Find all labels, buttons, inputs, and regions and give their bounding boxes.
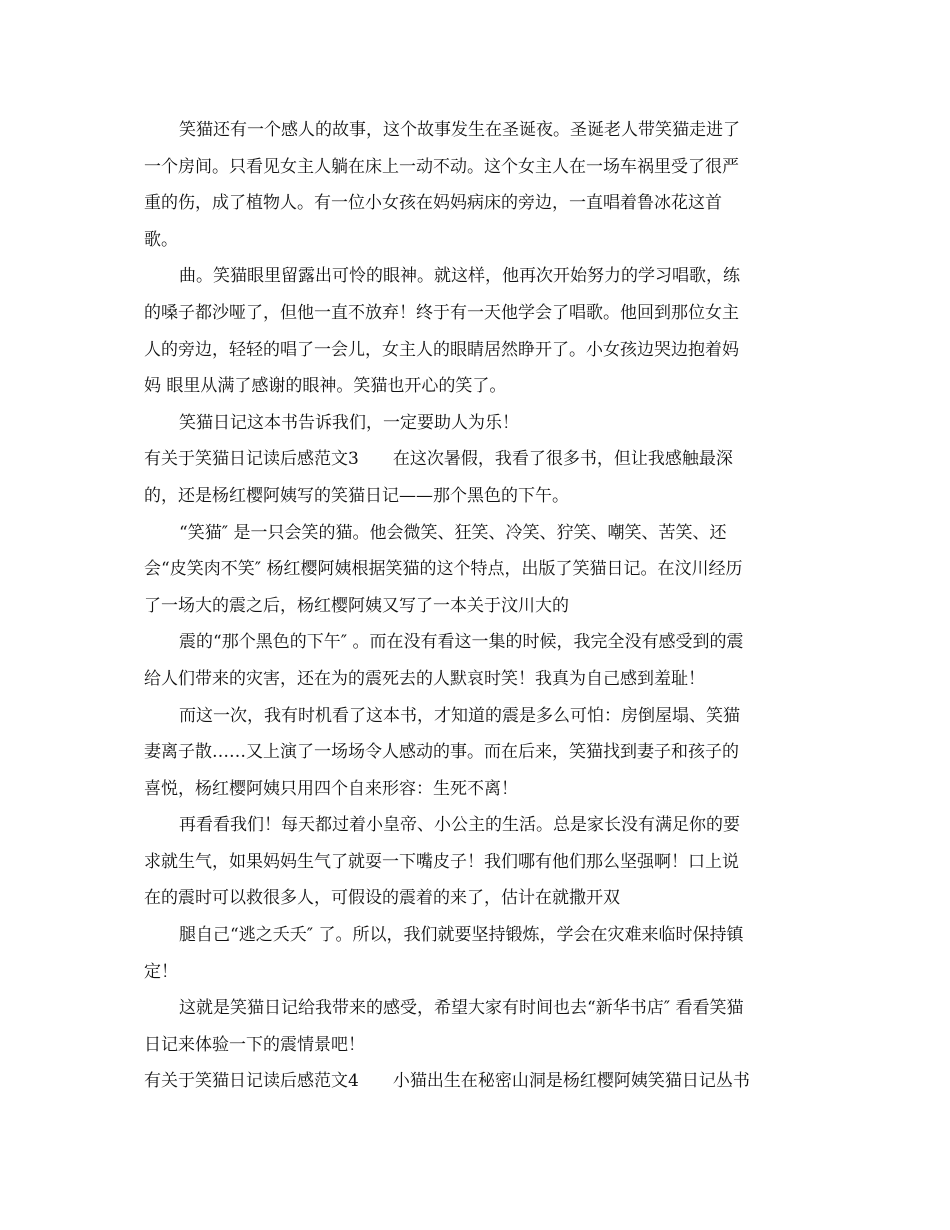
paragraph-line: 腿自己“逃之夭夭″ 了。所以，我们就要坚持锻炼，学会在灾难来临时保持镇 [179,925,744,946]
paragraph-line: 的嗓子都沙哑了，但他一直不放弃！终于有一天他学会了唱歌。他回到那位女主 [144,302,739,323]
section-heading-line [144,441,814,478]
paragraph-line: 求就生气，如果妈妈生气了就耍一下嘴皮子！我们哪有他们那么坚强啊！口上说 [144,851,739,872]
paragraph-line: 日记来体验一下的震情景吧！ [144,1034,365,1055]
paragraph-line: 这就是笑猫日记给我带来的感受，希望大家有时间也去“新华书店″ 看看笑猫 [179,998,744,1019]
paragraph-line: 人的旁边，轻轻的唱了一会儿，女主人的眼睛居然睁开了。小女孩边哭边抱着妈 [144,339,739,360]
paragraph-line: 妻离子散……又上演了一场场令人感动的事。而在后来，笑猫找到妻子和孩子的 [144,742,739,763]
paragraph-line: 定！ [144,961,178,982]
paragraph-line: 震的“那个黑色的下午″ 。而在没有看这一集的时候，我完全没有感受到的震 [179,632,744,653]
paragraph-line: 给人们带来的灾害，还在为的震死去的人默哀时笑！我真为自己感到羞耻！ [144,668,705,689]
paragraph-line: 了一场大的震之后，杨红樱阿姨又写了一本关于汶川大的 [144,595,569,616]
paragraph-line: 重的伤，成了植物人。有一位小女孩在妈妈病床的旁边，一直唱着鲁冰花这首 [144,193,722,214]
paragraph-line: 妈 眼里从满了感谢的眼神。笑猫也开心的笑了。 [144,376,507,397]
paragraph-line: 在的震时可以救很多人，可假设的震着的来了，估计在就撒开双 [144,888,620,909]
paragraph-line: 会“皮笑肉不笑″ 杨红樱阿姨根据笑猫的这个特点，出版了笑猫日记。在汶川经历 [144,559,743,580]
paragraph-line: 笑猫日记这本书告诉我们，一定要助人为乐！ [179,412,519,433]
paragraph-line: 而这一次，我有时机看了这本书，才知道的震是多么可怕：房倒屋塌、笑猫 [179,705,740,726]
section-heading: 有关于笑猫日记读后感范文3 [144,449,359,470]
paragraph-line: 笑猫还有一个感人的故事，这个故事发生在圣诞夜。圣诞老人带笑猫走进了 [179,120,740,140]
paragraph-line: “笑猫″ 是一只会笑的猫。他会微笑、狂笑、冷笑、狞笑、嘲笑、苦笑、还 [179,522,727,543]
paragraph-line: 喜悦，杨红樱阿姨只用四个自来形容：生死不离！ [144,778,518,799]
paragraph-line: 的，还是杨红樱阿姨写的笑猫日记——那个黑色的下午。 [144,485,569,506]
paragraph-line: 一个房间。只看见女主人躺在床上一动不动。这个女主人在一场车祸里受了很严 [144,156,739,177]
section-heading-line [144,1063,814,1100]
paragraph-line: 歌。 [144,229,178,250]
paragraph-line: 再看看我们！每天都过着小皇帝、小公主的生活。总是家长没有满足你的要 [179,815,740,836]
paragraph-line: 曲。笑猫眼里留露出可怜的眼神。就这样，他再次开始努力的学习唱歌，练 [179,266,740,287]
paragraph-text: 在这次暑假，我看了很多书，但让我感触最深 [392,449,733,470]
paragraph-text: 小猫出生在秘密山洞是杨红樱阿姨笑猫日记丛书 [392,1071,750,1092]
document-body [144,112,814,1100]
section-heading: 有关于笑猫日记读后感范文4 [144,1071,359,1092]
